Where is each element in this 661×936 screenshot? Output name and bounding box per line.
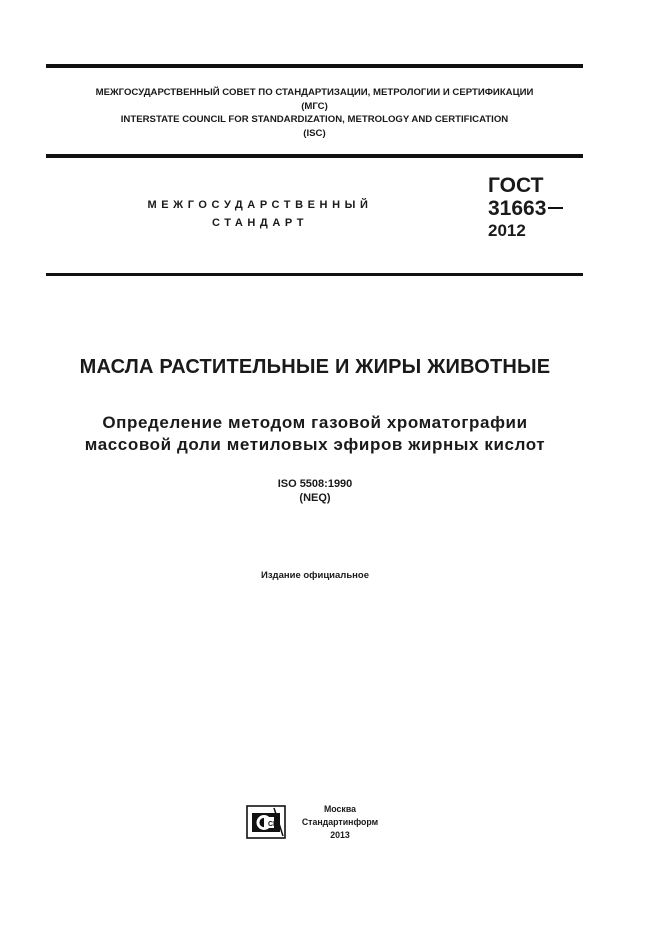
council-ru-abbreviation: (МГС): [301, 100, 328, 112]
iso-code: ISO 5508:1990: [277, 478, 353, 490]
designation-year: 2012: [488, 221, 526, 240]
council-en-abbreviation: (ISC): [303, 127, 326, 139]
document-subtitle: [0, 412, 630, 456]
standard-type-line1: МЕЖГОСУДАРСТВЕННЫЙ: [147, 199, 373, 211]
top-rule: [46, 64, 583, 68]
logo-lettering: СИ: [268, 821, 279, 828]
council-en-name: INTERSTATE COUNCIL FOR STANDARDIZATION, METROLOGY AND CERTIFICATION: [120, 114, 509, 125]
designation-prefix: ГОСТ: [488, 174, 544, 197]
subtitle-line1: Определение методом газовой хроматографии: [102, 413, 528, 432]
publisher-block: [296, 803, 384, 842]
subtitle-line2: массовой доли метиловых эфиров жирных кислот: [84, 435, 546, 454]
council-ru-name: МЕЖГОСУДАРСТВЕННЫЙ СОВЕТ ПО СТАНДАРТИЗАЦИИ, МЕТРОЛОГИИ И СЕРТИФИКАЦИИ: [95, 87, 534, 98]
edition-label: Издание официальное: [261, 570, 369, 581]
standard-type: [110, 196, 410, 232]
document-title: МАСЛА РАСТИТЕЛЬНЫЕ И ЖИРЫ ЖИВОТНЫЕ: [79, 356, 551, 378]
middle-rule: [46, 154, 583, 158]
iso-equivalence: (NEQ): [299, 492, 331, 504]
standard-designation: [488, 174, 563, 242]
iso-reference: [0, 477, 630, 505]
standartinform-logo-graphic: [246, 805, 286, 839]
publisher-city: Москва: [323, 804, 357, 814]
designation-dash: [548, 207, 563, 209]
designation-number: 31663: [488, 197, 547, 220]
council-header: [46, 86, 583, 140]
lower-rule: [46, 273, 583, 276]
standartinform-logo-icon: [246, 805, 286, 839]
publication-year: 2013: [330, 830, 350, 840]
standard-type-line2: СТАНДАРТ: [211, 217, 309, 229]
publisher-name: Стандартинформ: [301, 817, 379, 827]
designation-number-row: [488, 198, 563, 220]
